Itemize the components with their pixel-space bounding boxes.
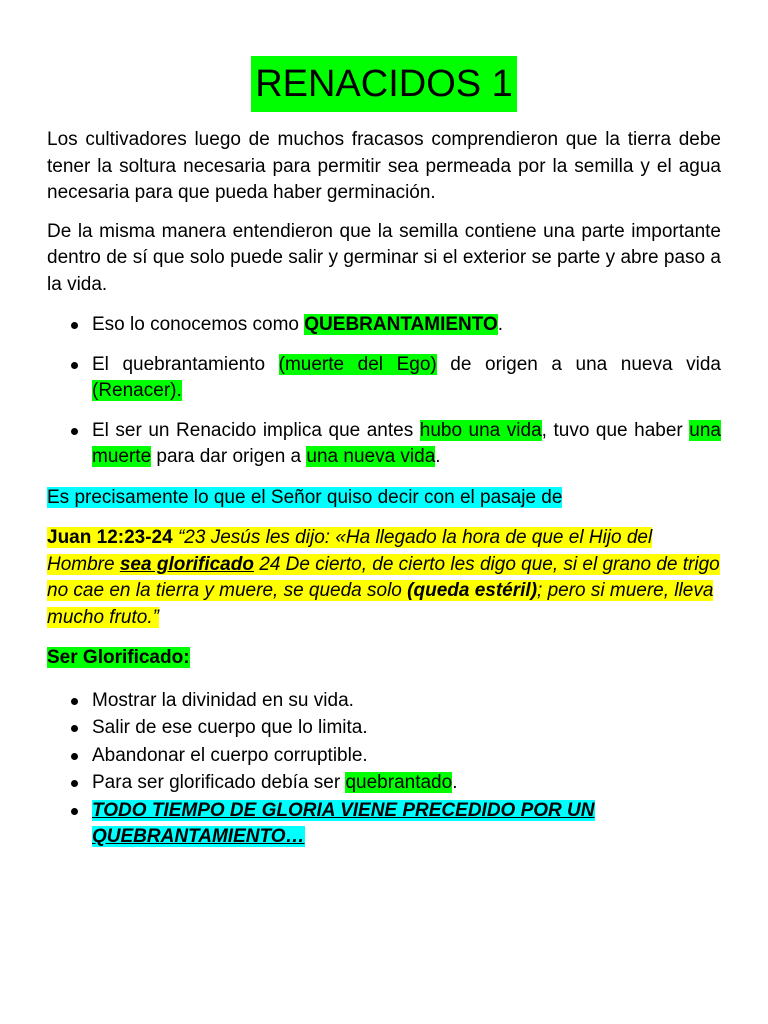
glorified-list [47, 688, 721, 851]
passage-intro [47, 485, 721, 512]
quote-glorified: sea glorificado [119, 553, 254, 575]
scripture-quote [47, 525, 721, 631]
highlight-glory-time: TODO TIEMPO DE GLORIA VIENE PRECEDIDO POR UN QUEBRANTAMIENTO… [92, 799, 595, 847]
text-span: Salir de ese cuerpo que lo limita. [92, 717, 368, 738]
highlight-rebirth: (Renacer). [92, 380, 182, 401]
list-item-glory-time [47, 798, 721, 851]
highlight-passage-intro: Es precisamente lo que el Señor quiso decir con el pasaje de [47, 486, 563, 508]
text-span: Mostrar la divinidad en su vida. [92, 689, 354, 711]
section-title: Ser Glorificado: [47, 647, 190, 668]
bullet-dot [71, 808, 78, 815]
list-item-corruptible [47, 743, 721, 770]
brokenness-list [47, 312, 721, 471]
highlight-a-life: hubo una vida [419, 419, 542, 441]
quote-text: 24 De cierto, de cierto les digo que, si el grano de trigo no cae en la tierra y muere, se queda solo [47, 553, 720, 601]
text-span: . [497, 314, 504, 335]
bullet-dot [71, 780, 78, 787]
text-span: de origen a una nueva vida [436, 353, 721, 375]
text-span: Para ser glorificado debía ser [92, 772, 346, 793]
document-body [47, 127, 721, 852]
text-span: , tuvo que haber [541, 419, 690, 441]
list-item-reborn [47, 418, 721, 471]
list-item-ego-death [47, 352, 721, 405]
bullet-dot [71, 362, 78, 369]
text-span: El quebrantamiento [92, 353, 279, 375]
bullet-dot [71, 698, 78, 705]
list-item-brokenness [47, 312, 721, 339]
text-span: Abandonar el cuerpo corruptible. [92, 744, 368, 766]
text-span: . [452, 772, 458, 793]
highlight-ego-death: (muerte del Ego) [278, 353, 437, 375]
bullet-dot [71, 322, 78, 329]
list-item-broken [47, 770, 721, 797]
text-span: El ser un Renacido implica que antes [92, 419, 420, 441]
quote-sterile: (queda estéril) [407, 580, 538, 601]
highlight-broken: quebrantado [345, 772, 453, 793]
list-item-body-limits [47, 715, 721, 742]
bullet-dot [71, 753, 78, 760]
list-item-divinity [47, 688, 721, 715]
quote-text: “23 Jesús les dijo: «Ha llegado la hora de que el Hijo del Hombre [47, 527, 653, 575]
section-heading [47, 645, 721, 672]
title-wrap [0, 56, 768, 112]
text-span: . [435, 446, 441, 467]
bullet-dot [71, 428, 78, 435]
text-span: para dar origen a [151, 446, 307, 467]
text-span: Eso lo conocemos como [92, 314, 305, 335]
page-title: RENACIDOS 1 [251, 56, 517, 112]
paragraph-cultivators: Los cultivadores luego de muchos fracasos comprendieron que la tierra debe tener la soltura necesaria para permitir sea permeada por la semilla y el agua necesaria para que pueda haber germinación. [47, 129, 721, 203]
quote-text: ; pero si muere, lleva mucho fruto.” [47, 580, 714, 628]
bullet-dot [71, 725, 78, 732]
highlight-new-life: una nueva vida [306, 446, 436, 467]
highlight-brokenness: QUEBRANTAMIENTO [304, 314, 498, 335]
scripture-reference: Juan 12:23-24 [47, 527, 173, 548]
paragraph-seed: De la misma manera entendieron que la semilla contiene una parte importante dentro de sí que solo puede salir y germinar si el exterior se parte y abre paso a la vida. [47, 220, 721, 295]
highlight-a-death: una muerte [92, 419, 721, 467]
